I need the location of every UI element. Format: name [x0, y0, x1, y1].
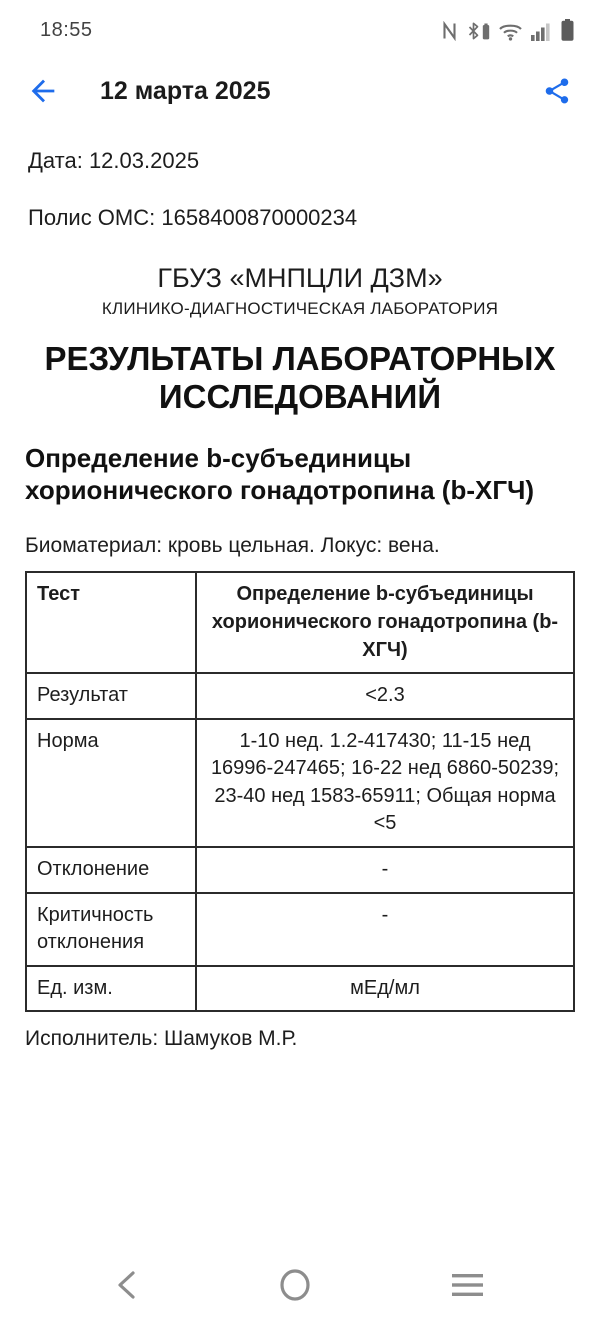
status-time: 18:55	[40, 18, 93, 41]
row-value: 1-10 нед. 1.2-417430; 11-15 нед 16996-247465; 16-22 нед 6860-50239; 23-40 нед 1583-65911; Общая норма <5	[196, 719, 574, 847]
results-title: РЕЗУЛЬТАТЫ ЛАБОРАТОРНЫХ ИССЛЕДОВАНИЙ	[44, 340, 556, 415]
row-value: -	[196, 893, 574, 966]
nav-recents-icon[interactable]	[451, 1271, 484, 1299]
polis-oms-line: Полис ОМС: 1658400870000234	[28, 205, 358, 230]
row-label: Ед. изм.	[26, 966, 196, 1012]
battery-icon	[561, 19, 574, 41]
table-row	[26, 572, 574, 673]
date-line: Дата: 12.03.2025	[28, 148, 200, 173]
status-bar	[0, 0, 600, 44]
organization-name: ГБУЗ «МНПЦЛИ ДЗМ»	[157, 263, 443, 293]
table-row	[26, 966, 574, 1012]
bluetooth-icon	[466, 21, 490, 41]
row-label: Критичность отклонения	[26, 893, 196, 966]
results-table	[25, 571, 575, 1012]
table-row	[26, 719, 574, 847]
table-row	[26, 673, 574, 719]
android-nav-bar	[0, 1246, 600, 1334]
row-value: -	[196, 847, 574, 893]
row-label: Норма	[26, 719, 196, 847]
biomaterial-line: Биоматериал: кровь цельная. Локус: вена.	[25, 534, 440, 558]
row-value: мЕд/мл	[196, 966, 574, 1012]
signal-icon	[531, 22, 553, 41]
table-header-label: Тест	[26, 572, 196, 673]
row-label: Результат	[26, 673, 196, 719]
nav-back-icon[interactable]	[114, 1269, 138, 1301]
nfc-icon	[441, 21, 458, 41]
back-button[interactable]	[26, 74, 60, 108]
wifi-icon	[498, 22, 523, 41]
nav-home-icon[interactable]	[278, 1268, 312, 1302]
table-header-value: Определение b-субъединицы хорионического гонадотропина (b-ХГЧ)	[196, 572, 574, 673]
executor-line: Исполнитель: Шамуков М.Р.	[25, 1027, 298, 1051]
table-row	[26, 847, 574, 893]
share-icon[interactable]	[542, 74, 572, 108]
page-title: 12 марта 2025	[100, 76, 271, 105]
table-row	[26, 893, 574, 966]
organization-subtitle: КЛИНИКО-ДИАГНОСТИЧЕСКАЯ ЛАБОРАТОРИЯ	[101, 299, 499, 318]
row-label: Отклонение	[26, 847, 196, 893]
document-body	[0, 148, 600, 1051]
app-header	[0, 44, 600, 108]
row-value: <2.3	[196, 673, 574, 719]
status-icons	[441, 19, 574, 41]
test-heading: Определение b-субъединицы хорионического гонадотропина (b-ХГЧ)	[25, 442, 534, 505]
